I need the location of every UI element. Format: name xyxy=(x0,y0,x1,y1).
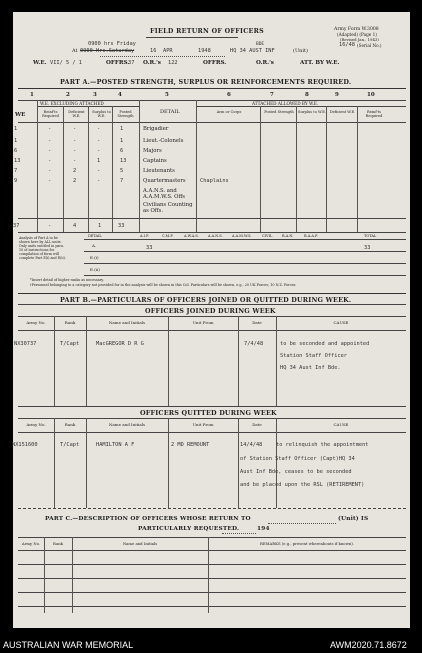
vline xyxy=(37,100,38,232)
date-day: 16 xyxy=(150,48,157,54)
row-surplus: 1 xyxy=(97,158,101,164)
part-a-heading: PART A.—POSTED STRENGTH, SURPLUS OR REINFORCEMENTS REQUIRED. xyxy=(60,78,352,86)
date-year: 1948 xyxy=(198,48,211,54)
row-detail: Lieut.-Colonels xyxy=(143,138,184,144)
row-reinf: - xyxy=(48,148,52,154)
analysis-col-head: TOTAL xyxy=(364,234,377,238)
vline xyxy=(208,537,209,613)
rule xyxy=(18,330,406,331)
row-deficient: - xyxy=(73,158,77,164)
ana-row-ei: E.(i) xyxy=(90,255,99,260)
vline xyxy=(260,106,261,232)
footnote-1: *Insert detail of higher ranks as necessary. xyxy=(30,278,104,282)
rule xyxy=(18,316,406,317)
quitted-unit-from: 2 MD REMOUNT xyxy=(171,442,210,448)
vline xyxy=(112,106,113,232)
total-c2: 4 xyxy=(73,223,77,229)
quitted-cause-3: Aust Inf Bde, ceases to be seconded xyxy=(240,469,352,475)
part-c-heading-1: PART C.—DESCRIPTION OF OFFICERS WHOSE RETURN TO xyxy=(45,516,251,522)
analysis-col-head: R.A.N. xyxy=(282,234,294,238)
row-deficient: - xyxy=(73,138,77,144)
part-c-heading-2: PARTICULARLY REQUESTED. xyxy=(138,526,240,532)
row-reinf: - xyxy=(48,138,52,144)
col-head: Unit From xyxy=(192,320,214,325)
right-col-head: Deficient W.E. xyxy=(329,110,356,114)
vline xyxy=(168,316,169,406)
row-surplus: - xyxy=(97,138,101,144)
footnote-2: †Personnel belonging to a category not provided for in the analysis will be shown in this Col. Particulars will be shown, e.g., 20 UK Forces; 10 N.Z. Forces. xyxy=(30,283,297,287)
quitted-date: 14/4/48 xyxy=(240,442,263,448)
right-col-head: Surplus to W.E. xyxy=(298,110,326,114)
vline xyxy=(357,106,358,232)
rule xyxy=(18,432,406,433)
ors-label: O.R.'s xyxy=(143,60,161,66)
col-head: Rank xyxy=(64,422,76,427)
ana-row-eii: E.(ii) xyxy=(90,267,100,272)
col-head: Name and Initials xyxy=(108,320,146,325)
row-we: 6 xyxy=(14,148,18,154)
quitted-cause-2: of Station Staff Officer (Capt)HQ 34 xyxy=(240,456,355,462)
joined-cause-3: HQ 34 Aust Inf Bde. xyxy=(280,365,341,371)
form-revised: (Revised Jan., 1943) xyxy=(340,37,379,42)
attached-allowed-label: ATTACHED ALLOWED BY W.E. xyxy=(252,101,319,106)
col-head: Name and Initials xyxy=(122,541,158,546)
column-number: 10 xyxy=(367,92,375,98)
row-detail: Captains xyxy=(143,158,167,164)
rule xyxy=(84,251,406,252)
row-we: 1 xyxy=(14,138,18,144)
right-col-head: Posted Strength xyxy=(264,110,294,114)
joined-date: 7/4/48 xyxy=(244,341,264,347)
row-detail: Brigadier xyxy=(143,126,169,132)
row-surplus: - xyxy=(97,168,101,174)
rule xyxy=(18,418,406,419)
detail-head: DETAIL xyxy=(160,109,180,115)
offrs-value: 37 xyxy=(128,60,135,66)
row-posted: 1 xyxy=(120,126,124,132)
row-we: 13 xyxy=(14,158,21,164)
joined-rank: T/Capt xyxy=(60,341,80,347)
title-underline xyxy=(146,37,238,38)
ors2-label: O.R.'s xyxy=(256,60,274,66)
time-line: 0900 hrs Friday xyxy=(88,41,136,47)
att-label: ATT. BY W.E. xyxy=(300,60,340,66)
offrs-label: OFFRS. xyxy=(106,60,130,66)
footer-left: AUSTRALIAN WAR MEMORIAL xyxy=(3,640,134,650)
col-head: REMARKS (e.g., present whereabouts if known). xyxy=(260,541,354,546)
quitted-cause-1: to relinquish the appointment xyxy=(276,442,369,448)
row-posted: 7 xyxy=(120,178,124,184)
total-c1: - xyxy=(48,223,52,229)
rule xyxy=(18,592,406,593)
row-reinf: - xyxy=(48,158,52,164)
offrs2-label: OFFRS. xyxy=(203,60,227,66)
vline xyxy=(88,106,89,232)
left-col-head: Surplus to W.E. xyxy=(92,110,111,118)
row-deficient: 2 xyxy=(73,168,77,174)
quitted-name: HAMILTON A F xyxy=(96,442,135,448)
analysis-col-head: A.A.M.W.S. xyxy=(232,234,252,238)
total-c4: 33 xyxy=(118,223,125,229)
unit-dotline xyxy=(268,523,336,524)
analysis-col-head: A.W.A.S. xyxy=(184,234,199,238)
unit-sub: BDE xyxy=(256,42,265,47)
at-label: At xyxy=(72,48,78,54)
analysis-col-head: R.A.A.F. xyxy=(304,234,319,238)
col-head: Date xyxy=(252,320,262,325)
col-head: Name and Initials xyxy=(108,422,146,427)
analysis-col-head: DETAIL xyxy=(88,234,102,238)
total-we: 37 xyxy=(13,223,20,229)
row-surplus: - xyxy=(97,178,101,184)
row-reinf: - xyxy=(48,126,52,132)
vline xyxy=(54,316,55,406)
left-col-head: Posted Strength xyxy=(117,110,134,118)
footer-right: AWM2020.71.8672 xyxy=(330,640,407,650)
unit-typed: HQ 34 AUST INF xyxy=(230,48,275,54)
joined-name: MacGREGOR D R G xyxy=(96,341,144,347)
we-value: VII/ 5 / 1 xyxy=(50,60,82,66)
row-surplus: - xyxy=(97,126,101,132)
row-detail: Majors xyxy=(143,148,162,154)
rule xyxy=(84,263,406,264)
rule xyxy=(84,275,406,276)
row-posted: 5 xyxy=(120,168,124,174)
rule xyxy=(18,122,406,123)
rule xyxy=(18,578,406,579)
row-reinf: - xyxy=(48,168,52,174)
row-we: 7 xyxy=(14,168,18,174)
col-head: Army No. xyxy=(26,320,46,325)
rule xyxy=(18,406,406,407)
rule xyxy=(18,293,406,294)
row-deficient: 2 xyxy=(73,178,77,184)
column-number: 1 xyxy=(30,92,34,98)
left-col-head: Reinf'ts Required xyxy=(42,110,59,118)
rule xyxy=(196,106,406,107)
row-detail: Lieutenants xyxy=(143,168,175,174)
vline xyxy=(86,418,87,508)
ana-aif: 33 xyxy=(146,245,153,251)
row-we: 1 xyxy=(14,126,18,132)
vline xyxy=(63,106,64,232)
column-number: 8 xyxy=(305,92,309,98)
rule xyxy=(18,232,406,233)
row-posted: 1 xyxy=(120,138,124,144)
row-reinf: - xyxy=(48,178,52,184)
date-dotline xyxy=(100,56,225,57)
rule xyxy=(18,564,406,565)
vline xyxy=(54,418,55,508)
row-deficient: - xyxy=(73,148,77,154)
rule xyxy=(18,550,406,551)
vline xyxy=(168,418,169,508)
vline xyxy=(276,418,277,508)
form-ref: Army Form W.3008 xyxy=(334,27,379,32)
form-adapted: (Adapted) (Page 1) xyxy=(337,32,377,37)
year-dotline xyxy=(222,533,256,534)
serial-number: 16/48 xyxy=(339,42,355,48)
vline xyxy=(86,316,87,406)
column-number: 3 xyxy=(93,92,97,98)
col-head: Rank xyxy=(64,320,76,325)
column-number: 2 xyxy=(66,92,70,98)
col-head: CAUSE xyxy=(333,422,349,427)
rule xyxy=(18,606,406,607)
ana-total: 33 xyxy=(364,245,371,251)
rule xyxy=(18,508,406,509)
rule xyxy=(18,537,406,538)
col-head: Date xyxy=(252,422,262,427)
row-surplus: - xyxy=(97,148,101,154)
row-deficient: - xyxy=(73,126,77,132)
joined-heading: OFFICERS JOINED DURING WEEK xyxy=(145,307,276,315)
vline xyxy=(326,106,327,232)
vline xyxy=(139,100,140,232)
serial-label: (Serial No.) xyxy=(357,43,382,48)
quitted-heading: OFFICERS QUITTED DURING WEEK xyxy=(140,409,277,417)
vline xyxy=(238,418,239,508)
ana-row-a: A. xyxy=(92,243,97,248)
column-number: 5 xyxy=(165,92,169,98)
date-strike: 0900 Hrs.Saturday xyxy=(80,48,135,54)
right-col-head: Arm or Corps xyxy=(216,110,242,114)
col-head: CAUSE xyxy=(333,320,349,325)
analysis-col-head: C.M.F. xyxy=(162,234,174,238)
joined-cause-1: to be seconded and appointed xyxy=(280,341,370,347)
vline xyxy=(296,106,297,232)
total-c3: 1 xyxy=(98,223,102,229)
vline xyxy=(276,316,277,406)
analysis-label: Analysis of Part A to be shown here by ALL units. Only units entitled in para. 10 of instructions for compilation of form will complete Part E(i) and E(ii). xyxy=(19,236,66,260)
joined-cause-2: Station Staff Officer xyxy=(280,353,347,359)
col-head: Army No. xyxy=(21,541,41,546)
col-head: Unit From xyxy=(192,422,214,427)
form-title: FIELD RETURN OF OFFICERS xyxy=(150,28,264,35)
rule xyxy=(18,304,406,305)
row-posted: 13 xyxy=(120,158,127,164)
vline xyxy=(72,537,73,613)
row-detail: Civilians Counting as Offs. xyxy=(143,202,193,214)
rule xyxy=(84,239,406,240)
date-month: APR xyxy=(163,48,173,54)
right-col-head: Reinf'ts Required xyxy=(365,110,383,118)
column-number: 4 xyxy=(118,92,122,98)
vline xyxy=(238,316,239,406)
we-col-head: WE xyxy=(15,112,26,118)
column-number: 6 xyxy=(227,92,231,98)
analysis-col-head: A.A.N.S. xyxy=(208,234,223,238)
quitted-cause-4: and be placed upon the RSL (RETIREMENT) xyxy=(240,482,365,488)
we-excluding-label: W.E. EXCLUDING ATTACHED xyxy=(40,101,104,106)
analysis-col-head: CIVIL xyxy=(262,234,273,238)
quitted-rank: T/Capt xyxy=(60,442,80,448)
column-number: 9 xyxy=(335,92,339,98)
rule xyxy=(18,88,406,89)
analysis-col-head: A.I.F. xyxy=(140,234,150,238)
unit-label: (Unit) xyxy=(293,48,308,54)
left-col-head: Deficient W.E. xyxy=(68,110,85,118)
rule xyxy=(18,218,406,219)
row-detail: Quartermasters xyxy=(143,178,186,184)
we-label: W.E. xyxy=(33,60,47,66)
column-number: 7 xyxy=(270,92,274,98)
chaplains-typed: Chaplains xyxy=(200,178,229,184)
vline xyxy=(44,537,45,613)
row-detail: A.A.N.S. and A.A.M.W.S. Offs xyxy=(143,188,185,200)
row-posted: 6 xyxy=(120,148,124,154)
ors-value: 122 xyxy=(168,60,178,66)
part-b-heading: PART B.—PARTICULARS OF OFFICERS JOINED OR QUITTED DURING WEEK. xyxy=(60,296,352,304)
part-c-year: 194 xyxy=(257,526,270,532)
col-head: Rank xyxy=(53,541,63,546)
part-c-unit: (Unit) IS xyxy=(338,516,369,522)
col-head: Army No. xyxy=(26,422,46,427)
joined-army-no: NX30737 xyxy=(14,341,37,347)
row-we: 9 xyxy=(14,178,18,184)
quitted-army-no: NX151600 xyxy=(12,442,38,448)
